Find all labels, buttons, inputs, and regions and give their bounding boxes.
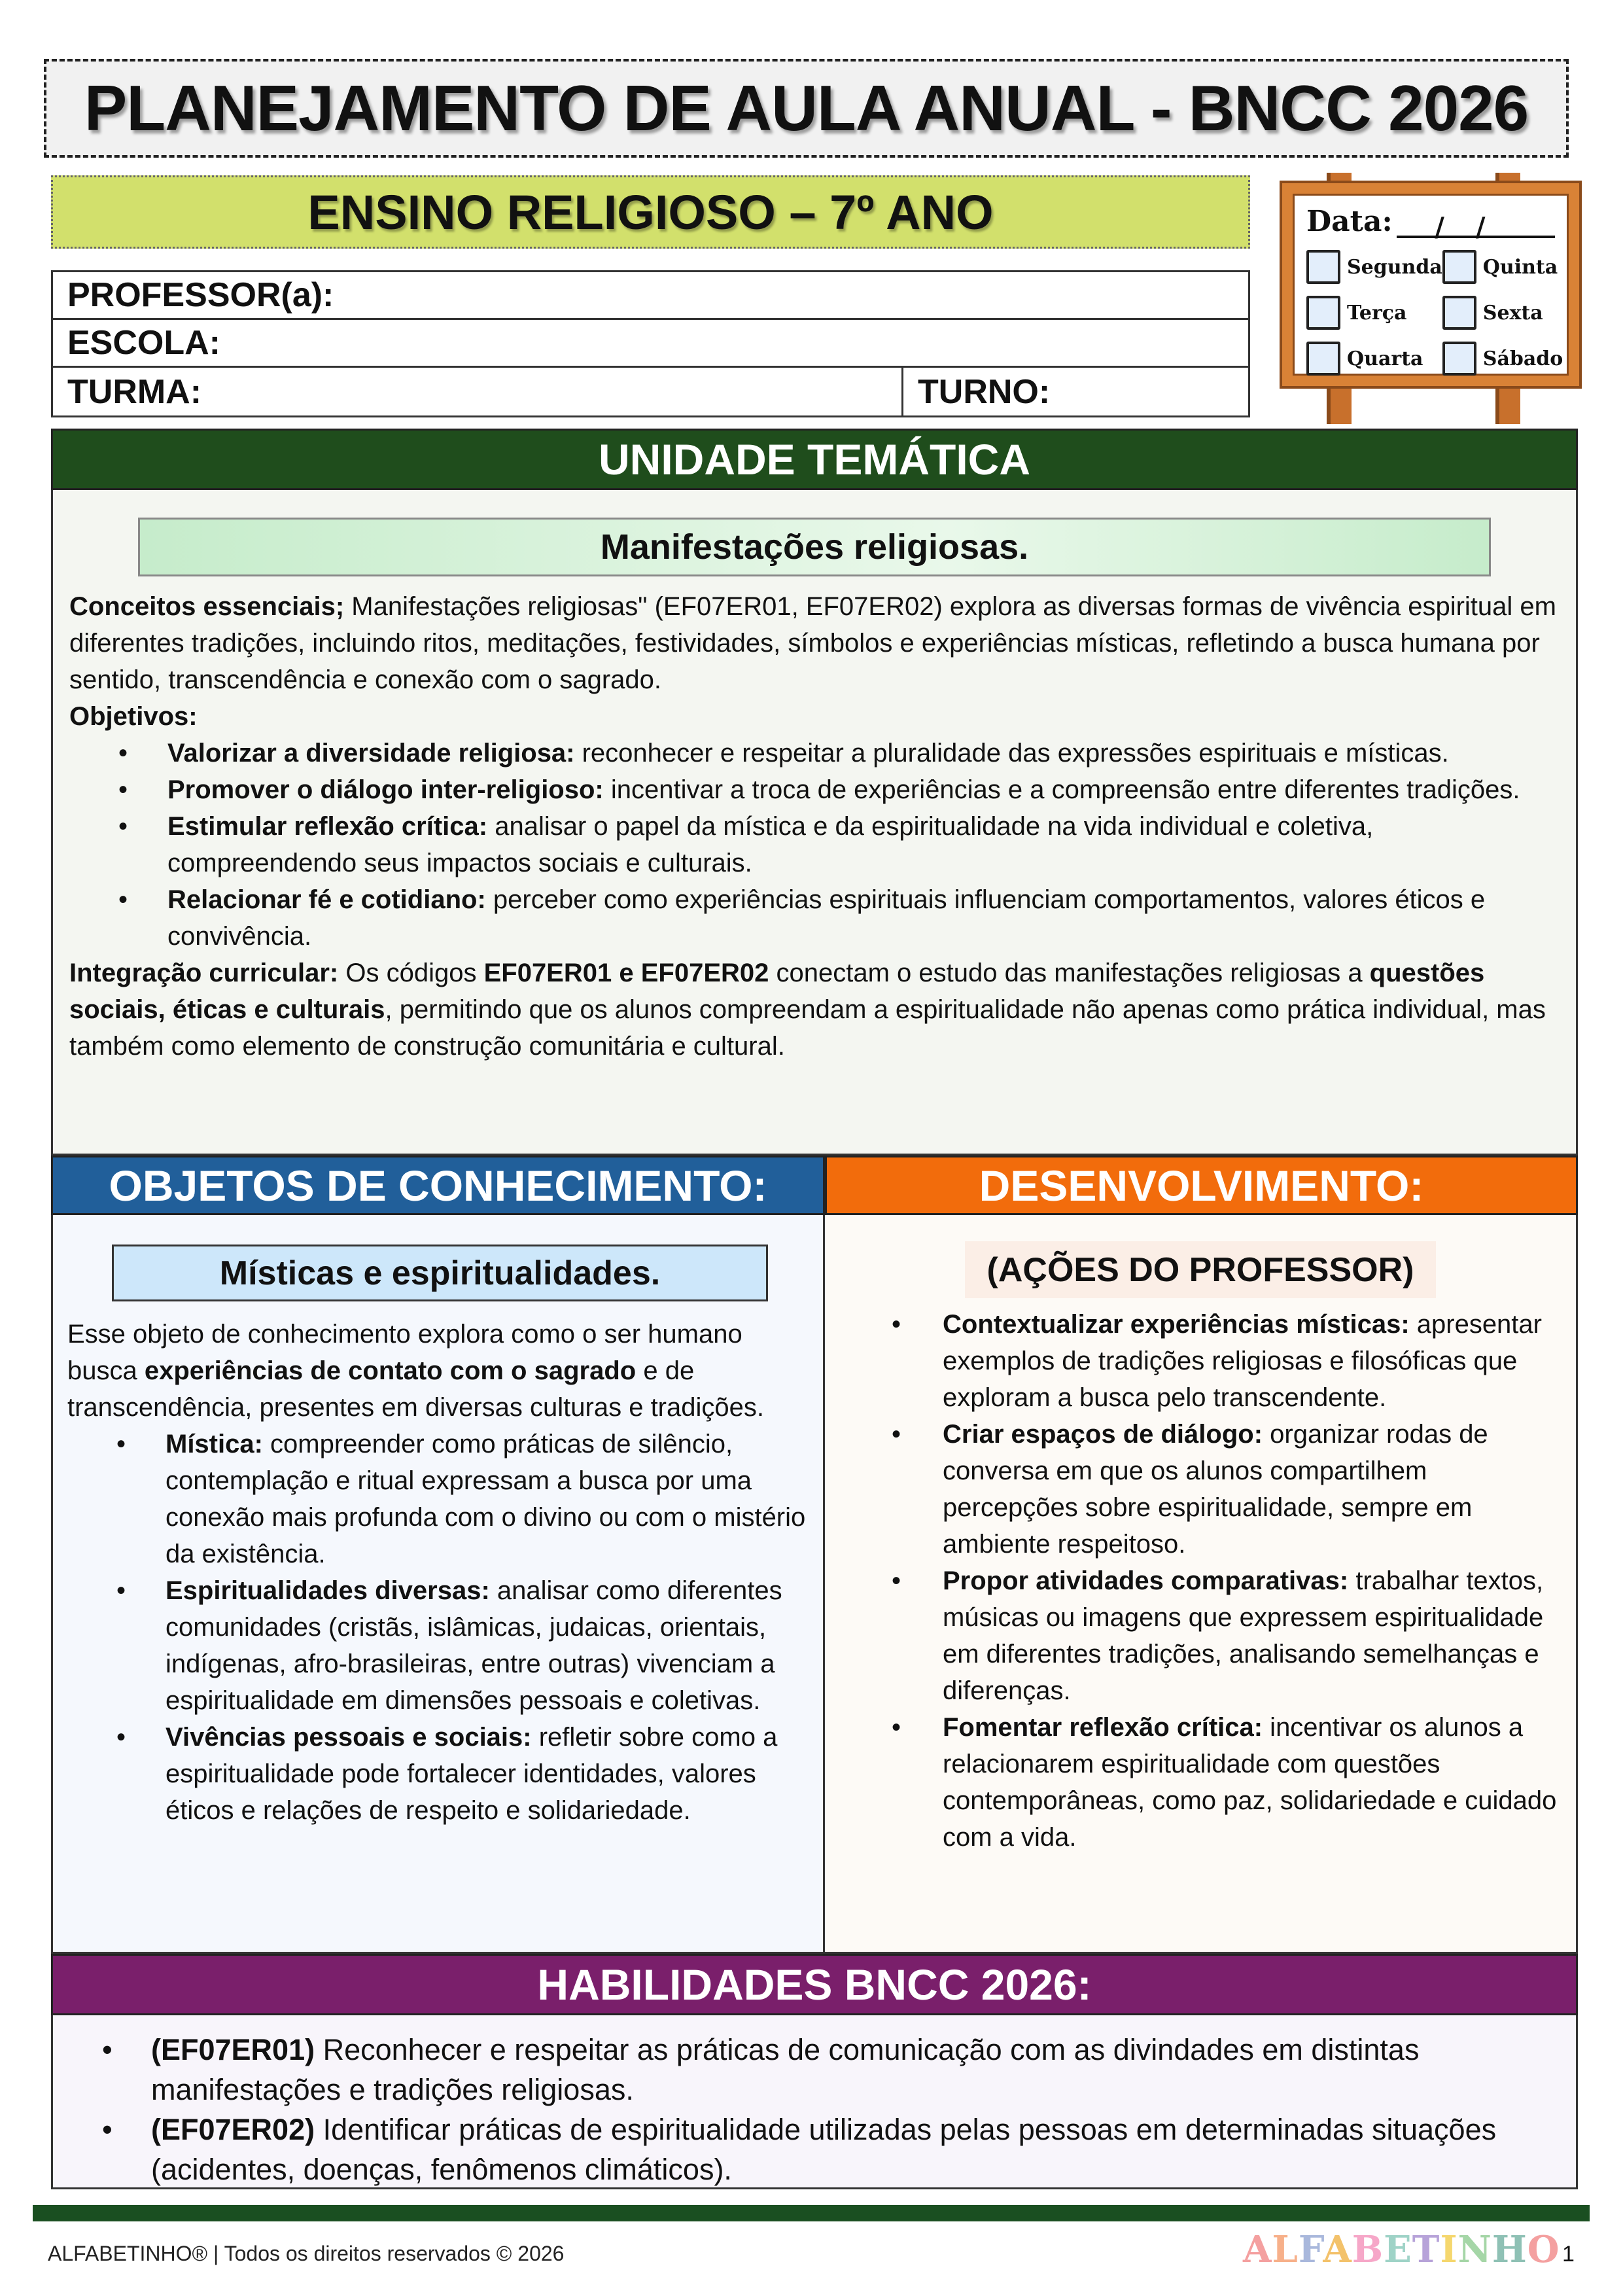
- checkbox-icon: [1442, 296, 1476, 330]
- date-field[interactable]: //: [1397, 212, 1555, 238]
- logo-letter: N: [1457, 2228, 1492, 2271]
- info-table: [51, 270, 1250, 417]
- day-checkbox-sexta[interactable]: [1442, 296, 1563, 330]
- logo-letter: H: [1492, 2228, 1527, 2271]
- logo-letter: F: [1298, 2228, 1323, 2271]
- logo-letter: A: [1243, 2228, 1272, 2271]
- desenvolvimento-banner: (AÇÕES DO PROFESSOR): [965, 1241, 1436, 1298]
- logo-letter: A: [1323, 2228, 1352, 2271]
- checkbox-icon: [1442, 342, 1476, 376]
- unidade-tematica-heading: UNIDADE TEMÁTICA: [51, 429, 1578, 490]
- footer-copyright: ALFABETINHO® | Todos os direitos reservados © 2026: [48, 2242, 565, 2265]
- integracao-paragraph: Integração curricular: Os códigos EF07ER01 e EF07ER02 conectam o estudo das manifestações religiosas a questões sociais, éticas e culturais, permitindo que os alunos compreendam a espiritualidade não apenas como prática individual, mas também como elemento de construção comunitária e cultural.: [69, 959, 1546, 1061]
- date-board: [1280, 173, 1582, 424]
- list-item: • Promover o diálogo inter-religioso: incentivar a troca de experiências e a compreensão entre diferentes tradições.: [69, 771, 1560, 808]
- logo-letter: L: [1272, 2228, 1299, 2271]
- objetos-body: [51, 1215, 825, 1954]
- logo-letter: B: [1352, 2228, 1384, 2271]
- day-checkbox-quinta[interactable]: [1442, 250, 1563, 284]
- objetos-list: [67, 1426, 809, 1829]
- day-label: Sábado: [1482, 347, 1563, 370]
- list-item: • Propor atividades comparativas: trabalhar textos, músicas ou imagens que expressem espiritualidade em diferentes tradições, analisando semelhanças e diferenças.: [831, 1563, 1569, 1709]
- logo-letter: O: [1527, 2228, 1560, 2271]
- professor-field[interactable]: PROFESSOR(a):: [67, 276, 334, 314]
- day-checkbox-segunda[interactable]: [1306, 250, 1442, 284]
- brand-logo: [1243, 2228, 1560, 2271]
- unidade-tematica-body: [51, 490, 1578, 1156]
- unidade-banner: Manifestações religiosas.: [138, 518, 1491, 576]
- turno-field[interactable]: TURNO:: [918, 372, 1051, 411]
- day-checkbox-quarta[interactable]: [1306, 342, 1442, 376]
- day-label: Terça: [1347, 301, 1407, 325]
- list-item: • Valorizar a diversidade religiosa: reconhecer e respeitar a pluralidade das expressões espirituais e místicas.: [69, 735, 1560, 771]
- subject-banner: ENSINO RELIGIOSO – 7º ANO: [51, 175, 1250, 249]
- habilidades-body: [51, 2015, 1578, 2189]
- conceitos-paragraph: Conceitos essenciais; Manifestações religiosas" (EF07ER01, EF07ER02) explora as diversas formas de vivência espiritual em diferentes tradições, incluindo ritos, meditações, festividades, símbolos e experiências místicas, refletindo a busca humana por sentido, transcendência e conexão com o sagrado.: [69, 592, 1556, 694]
- list-item: • (EF07ER01) Reconhecer e respeitar as práticas de comunicação com as divindades em distintas manifestações e tradições religiosas.: [53, 2030, 1563, 2110]
- checkbox-icon: [1306, 296, 1340, 330]
- desenvolvimento-heading: DESENVOLVIMENTO:: [825, 1156, 1578, 1215]
- checkbox-icon: [1306, 342, 1340, 376]
- list-item: • Relacionar fé e cotidiano: perceber como experiências espirituais influenciam comportamentos, valores éticos e convivência.: [69, 881, 1560, 955]
- objetos-banner: Místicas e espiritualidades.: [112, 1245, 768, 1301]
- objetivos-label: Objetivos:: [69, 702, 198, 731]
- objetos-intro: Esse objeto de conhecimento explora como o ser humano busca experiências de contato com o sagrado e de transcendência, presentes em diversas culturas e tradições.: [67, 1320, 764, 1422]
- escola-field[interactable]: ESCOLA:: [67, 324, 220, 362]
- list-item: • Contextualizar experiências místicas: apresentar exemplos de tradições religiosas e filosóficas que exploram a busca pelo transcendente.: [831, 1306, 1569, 1416]
- checkbox-icon: [1442, 250, 1476, 284]
- footer-divider: [33, 2205, 1590, 2221]
- list-item: • Estimular reflexão crítica: analisar o papel da mística e da espiritualidade na vida individual e coletiva, compreendendo seus impactos sociais e culturais.: [69, 808, 1560, 881]
- list-item: • (EF07ER02) Identificar práticas de espiritualidade utilizadas pelas pessoas em determinadas situações (acidentes, doenças, fenômenos climáticos).: [53, 2110, 1563, 2189]
- list-item: • Criar espaços de diálogo: organizar rodas de conversa em que os alunos compartilhem percepções sobre espiritualidade, sempre em ambiente respeitoso.: [831, 1416, 1569, 1563]
- objetivos-list: [69, 735, 1560, 955]
- day-checkbox-sabado[interactable]: [1442, 342, 1563, 376]
- habilidades-heading: HABILIDADES BNCC 2026:: [51, 1954, 1578, 2015]
- checkbox-icon: [1306, 250, 1340, 284]
- day-label: Quinta: [1482, 255, 1558, 279]
- day-label: Segunda: [1347, 255, 1442, 279]
- page-title: PLANEJAMENTO DE AULA ANUAL - BNCC 2026: [44, 59, 1569, 158]
- habilidades-list: [53, 2030, 1563, 2189]
- page-number: 1: [1562, 2242, 1575, 2267]
- day-label: Sexta: [1482, 301, 1543, 325]
- day-checkbox-terca[interactable]: [1306, 296, 1442, 330]
- desenvolvimento-body: [825, 1215, 1578, 1954]
- desenvolvimento-list: [831, 1306, 1569, 1856]
- list-item: • Espiritualidades diversas: analisar como diferentes comunidades (cristãs, islâmicas, judaicas, orientais, indígenas, afro-brasileiras, entre outras) vivenciam a espiritualidade em dimensões pessoais e coletivas.: [67, 1572, 809, 1719]
- logo-letter: I: [1440, 2228, 1458, 2271]
- date-label: Data:: [1306, 205, 1393, 238]
- board-frame: [1280, 181, 1582, 389]
- day-label: Quarta: [1347, 347, 1423, 370]
- list-item: • Fomentar reflexão crítica: incentivar os alunos a relacionarem espiritualidade com questões contemporâneas, como paz, solidariedade e cuidado com a vida.: [831, 1709, 1569, 1856]
- list-item: • Vivências pessoais e sociais: refletir sobre como a espiritualidade pode fortalecer identidades, valores éticos e relações de respeito e solidariedade.: [67, 1719, 809, 1829]
- turma-field[interactable]: TURMA:: [53, 368, 903, 415]
- objetos-heading: OBJETOS DE CONHECIMENTO:: [51, 1156, 825, 1215]
- list-item: • Mística: compreender como práticas de silêncio, contemplação e ritual expressam a busca por uma conexão mais profunda com o divino ou com o mistério da existência.: [67, 1426, 809, 1572]
- logo-letter: E: [1384, 2228, 1412, 2271]
- logo-letter: T: [1412, 2228, 1440, 2271]
